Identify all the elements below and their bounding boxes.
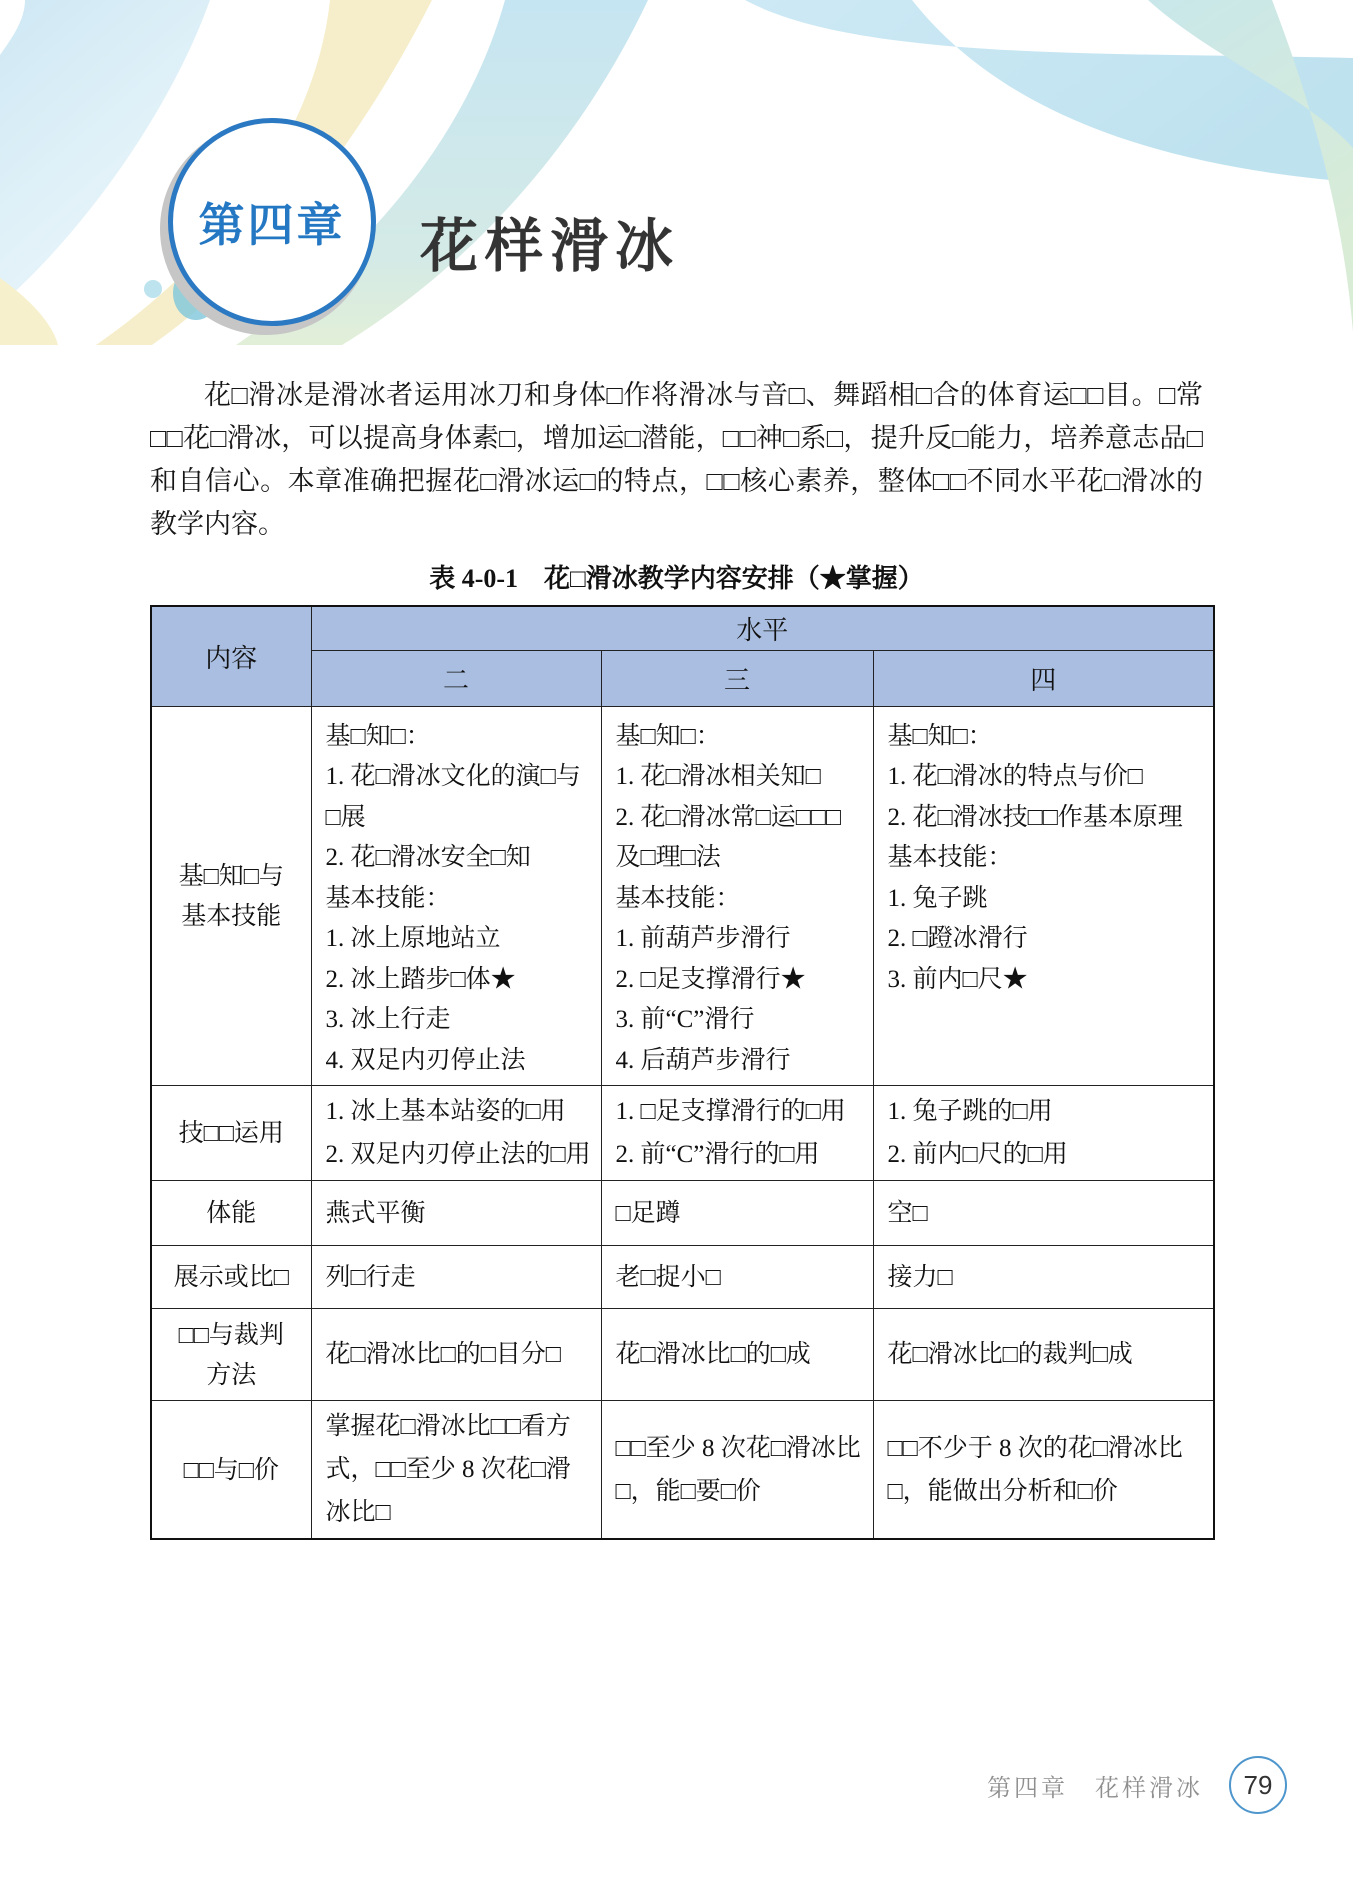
- row-label: [151, 706, 311, 1086]
- content-table: [150, 605, 1215, 1540]
- row-label: 体能: [151, 1181, 311, 1246]
- table-row: [151, 706, 1214, 1086]
- table-row: [151, 1401, 1214, 1540]
- footer-chapter-title: 第四章 花样滑冰: [987, 1774, 1203, 1802]
- page-footer: [987, 1756, 1287, 1814]
- page-title: 花样滑冰: [420, 213, 681, 279]
- header-cell-level-2: 二: [311, 650, 601, 706]
- page-number-badge: [1229, 1756, 1287, 1814]
- cell-level4: 空□: [873, 1181, 1214, 1246]
- header-cell-level-3: 三: [601, 650, 873, 706]
- table-wrapper: [150, 605, 1213, 1540]
- header-cell-level: 水平: [311, 606, 1214, 650]
- header-cell-content: 内容: [151, 606, 311, 706]
- page-number: 79: [1243, 1769, 1273, 1800]
- table-row: [151, 1181, 1214, 1246]
- cell-level2: 列□行走: [311, 1246, 601, 1309]
- cell-level2: 燕式平衡: [311, 1181, 601, 1246]
- chapter-badge-label: 第四章: [198, 199, 346, 251]
- row-label: □□与□价: [151, 1401, 311, 1540]
- row-label-line: □□与裁判: [178, 1320, 284, 1349]
- cell-level3: 1. □足支撑滑行的□用 2. 前“C”滑行的□用: [601, 1086, 873, 1181]
- table-caption: 表 4-0-1 花□滑冰教学内容安排（★掌握）: [429, 564, 924, 593]
- cell-level4: 1. 兔子跳的□用 2. 前内□尺的□用: [873, 1086, 1214, 1181]
- chapter-badge: [168, 118, 376, 326]
- cell-level4: 花□滑冰比□的裁判□成: [873, 1309, 1214, 1401]
- table-row: [151, 1309, 1214, 1401]
- header-cell-level-4: 四: [873, 650, 1214, 706]
- row-label-line: 方法: [206, 1360, 257, 1389]
- row-label: 展示或比□: [151, 1246, 311, 1309]
- cell-level4: □□不少于 8 次的花□滑冰比 □，能做出分析和□价: [873, 1401, 1214, 1540]
- cell-level2: 1. 冰上基本站姿的□用 2. 双足内刃停止法的□用: [311, 1086, 601, 1181]
- row-label: [151, 1309, 311, 1401]
- intro-paragraph: 花□滑冰是滑冰者运用冰刀和身体□作将滑冰与音□、舞蹈相□合的体育运□□目。□常□□花□滑冰，可以提高身体素□，增加运□潜能，□□神□系□，提升反□能力，培养意志品□和自信心。本章准确把握花□滑冰运□的特点，□□核心素养，整体□□不同水平花□滑冰的教学内容。: [150, 380, 1203, 539]
- cell-level3: □足蹲: [601, 1181, 873, 1246]
- cell-level2: 掌握花□滑冰比□□看方 式，□□至少 8 次花□滑 冰比□: [311, 1401, 601, 1540]
- row-label-line: 基□知□与: [178, 861, 284, 890]
- cell-level2: 花□滑冰比□的□目分□: [311, 1309, 601, 1401]
- cell-level2: 基□知□： 1. 花□滑冰文化的演□与 □展 2. 花□滑冰安全□知 基本技能： 1. 冰上原地站立 2. 冰上踏步□体★ 3. 冰上行走 4. 双足内刃停止法: [311, 706, 601, 1086]
- cell-level4: 接力□: [873, 1246, 1214, 1309]
- table-row: [151, 1086, 1214, 1181]
- cell-level4: 基□知□： 1. 花□滑冰的特点与价□ 2. 花□滑冰技□□作基本原理 基本技能： 1. 兔子跳 2. □蹬冰滑行 3. 前内□尺★: [873, 706, 1214, 1086]
- row-label-line: 基本技能: [181, 901, 282, 930]
- cell-level3: 花□滑冰比□的□成: [601, 1309, 873, 1401]
- row-label: 技□□运用: [151, 1086, 311, 1181]
- cell-level3: 老□捉小□: [601, 1246, 873, 1309]
- table-row: [151, 1246, 1214, 1309]
- cell-level3: 基□知□： 1. 花□滑冰相关知□ 2. 花□滑冰常□运□□□ 及□理□法 基本技能： 1. 前葫芦步滑行 2. □足支撑滑行★ 3. 前“C”滑行 4. 后葫芦步滑行: [601, 706, 873, 1086]
- cell-level3: □□至少 8 次花□滑冰比 □，能□要□价: [601, 1401, 873, 1540]
